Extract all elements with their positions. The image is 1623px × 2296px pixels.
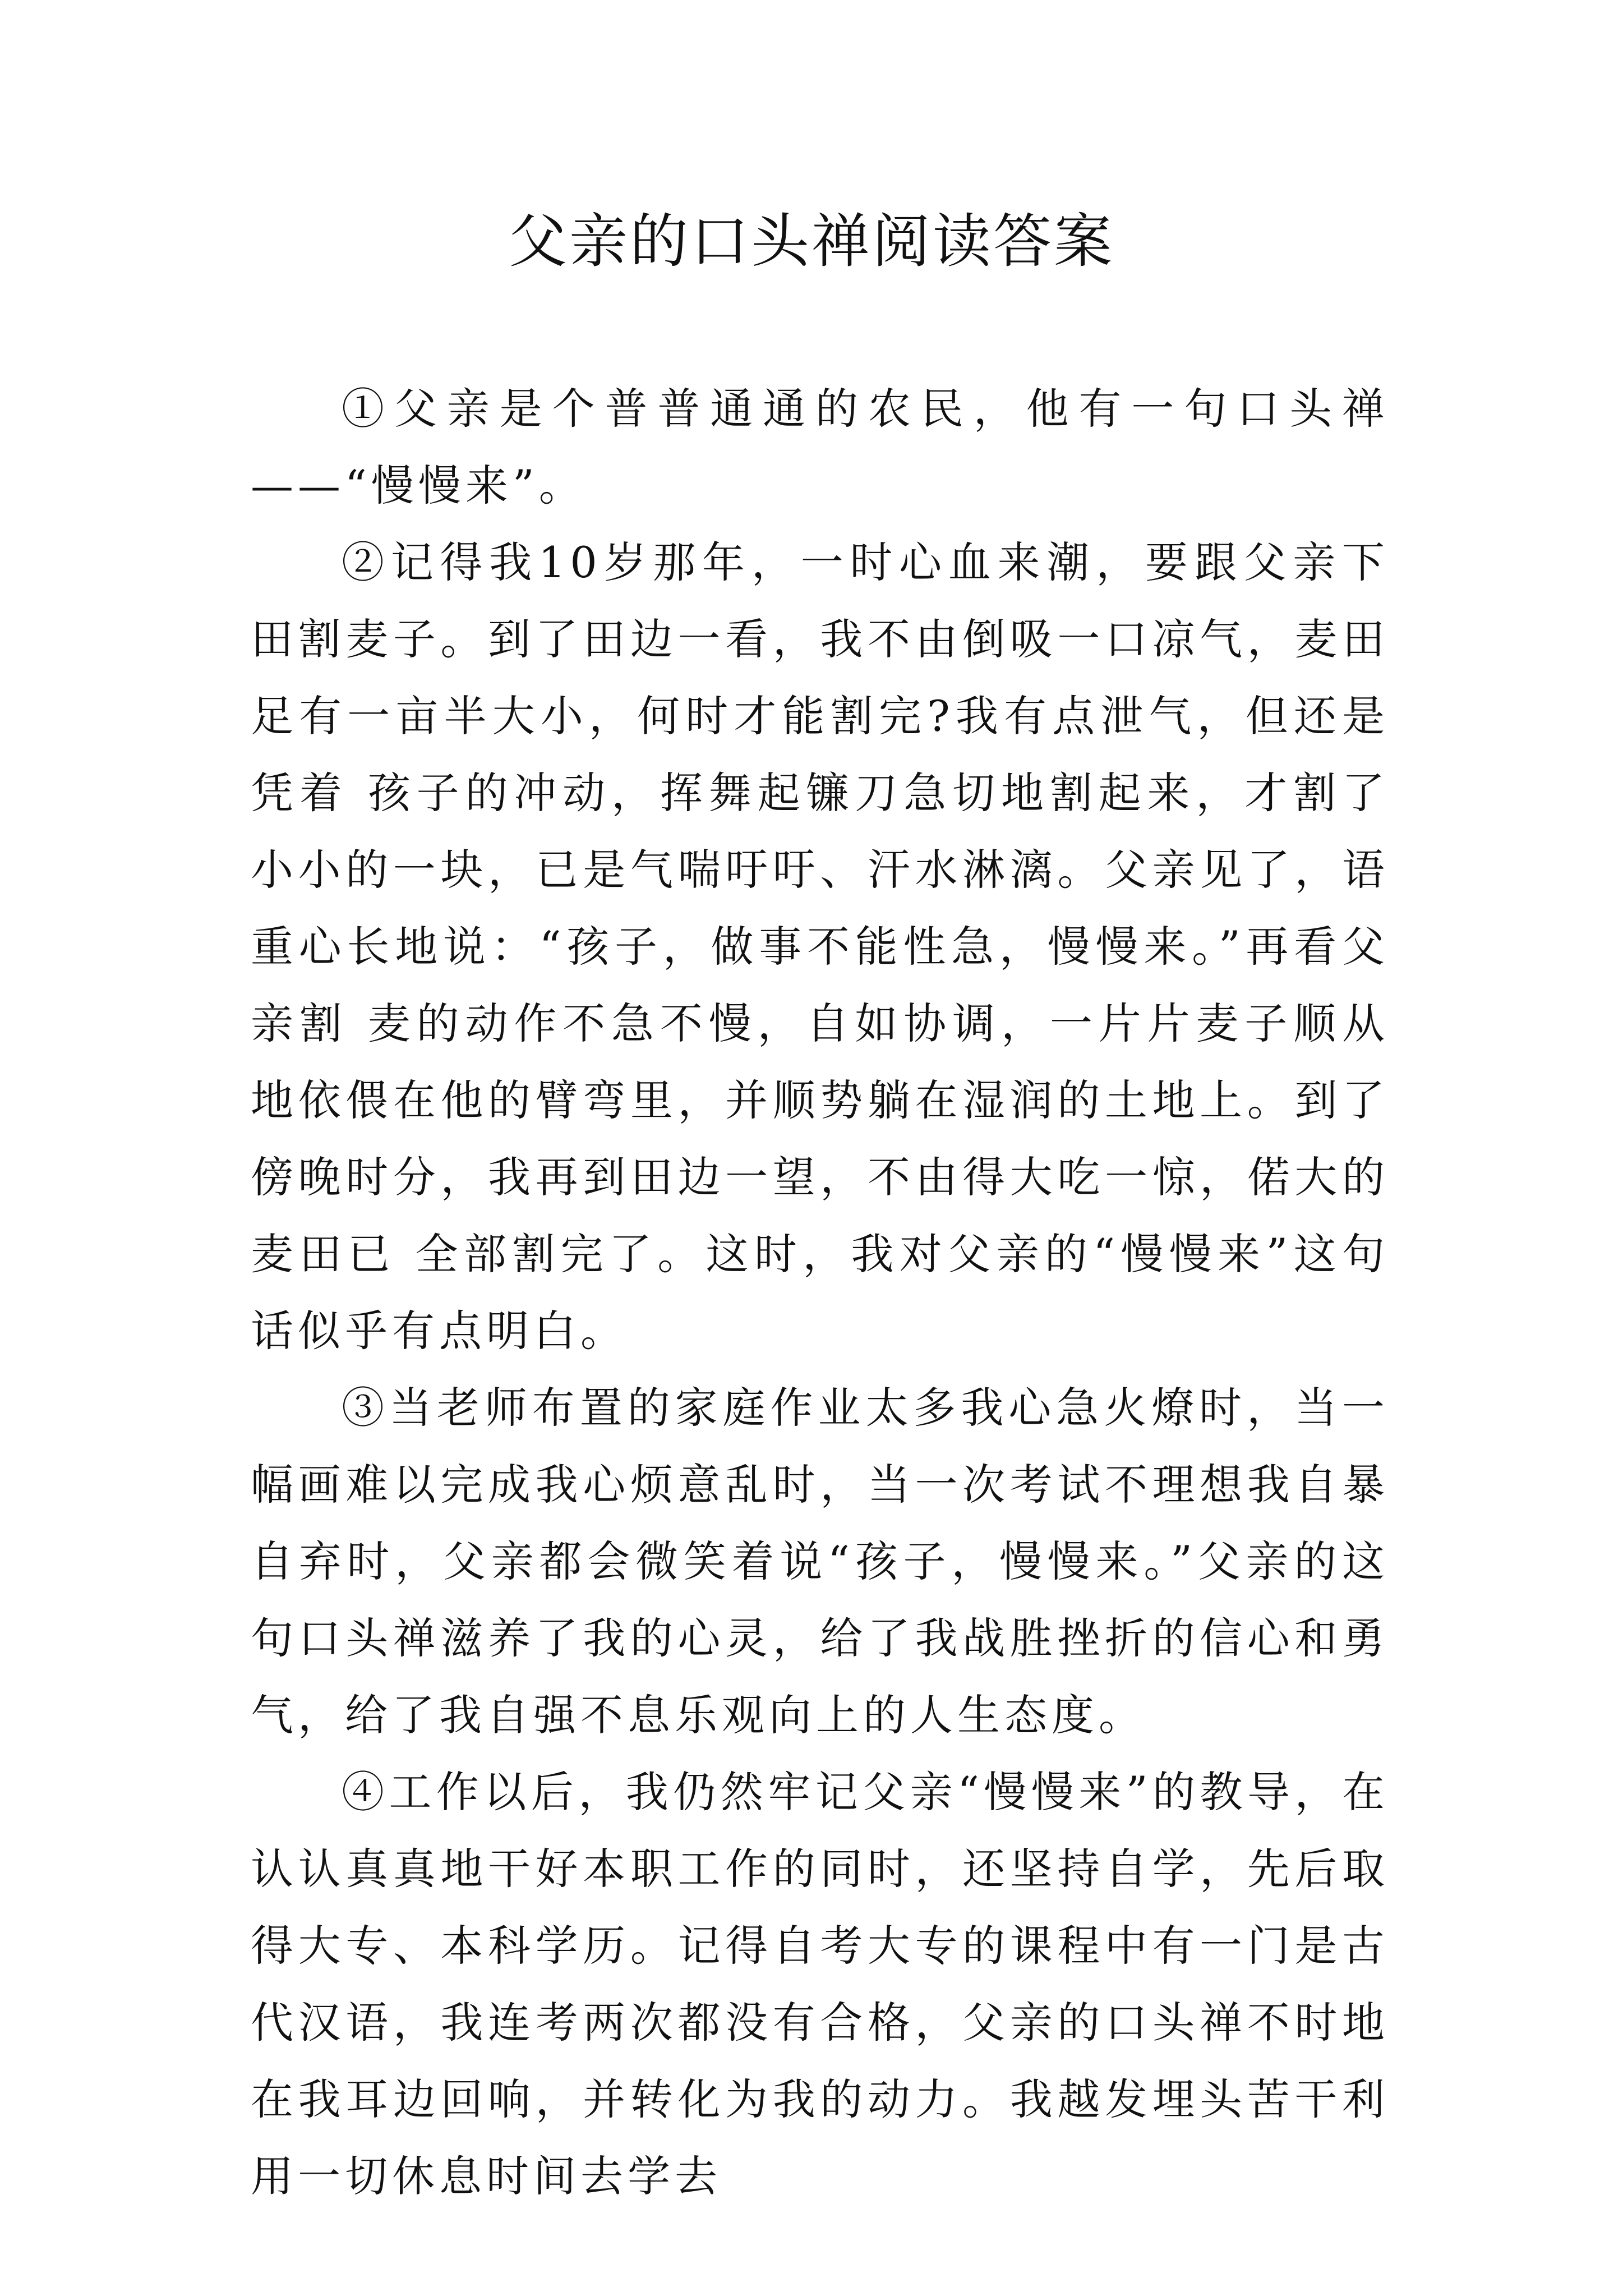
- paragraph-1: ①父亲是个普普通通的农民，他有一句口头禅——“慢慢来”。: [251, 384, 1389, 510]
- paragraph-4: ④工作以后，我仍然牢记父亲“慢慢来”的教导，在认认真真地干好本职工作的同时，还坚持自学，先后取得大专、本科学历。记得自考大专的课程中有一门是古代汉语，我连考两次都没有合格，父亲的口头禅不时地在我耳边回响，并转化为我的动力。我越发埋头苦干利用一切休息时间去学去: [251, 1767, 1389, 2201]
- document-body: [251, 370, 1389, 2215]
- document-title: 父亲的口头禅阅读答案: [508, 207, 1114, 275]
- paragraph-3: ③当老师布置的家庭作业太多我心急火燎时，当一幅画难以完成我心烦意乱时，当一次考试不理想我自暴自弃时，父亲都会微笑着说“孩子，慢慢来。”父亲的这句口头禅滋养了我的心灵，给了我战胜挫折的信心和勇气，给了我自强不息乐观向上的人生态度。: [251, 1383, 1389, 1740]
- paragraph-2: ②记得我10岁那年，一时心血来潮，要跟父亲下田割麦子。到了田边一看，我不由倒吸一口凉气，麦田足有一亩半大小，何时才能割完?我有点泄气，但还是凭着 孩子的冲动，挥舞起镰刀急切地割起来，才割了小小的一块，已是气喘吁吁、汗水淋漓。父亲见了，语重心长地说：“孩子，做事不能性急，慢慢来。”再看父亲割 麦的动作不急不慢，自如协调，一片片麦子顺从地依偎在他的臂弯里，并顺势躺在湿润的土地上。到了傍晚时分，我再到田边一望，不由得大吃一惊，偌大的麦田已 全部割完了。这时，我对父亲的“慢慢来”这句话似乎有点明白。: [251, 537, 1389, 1356]
